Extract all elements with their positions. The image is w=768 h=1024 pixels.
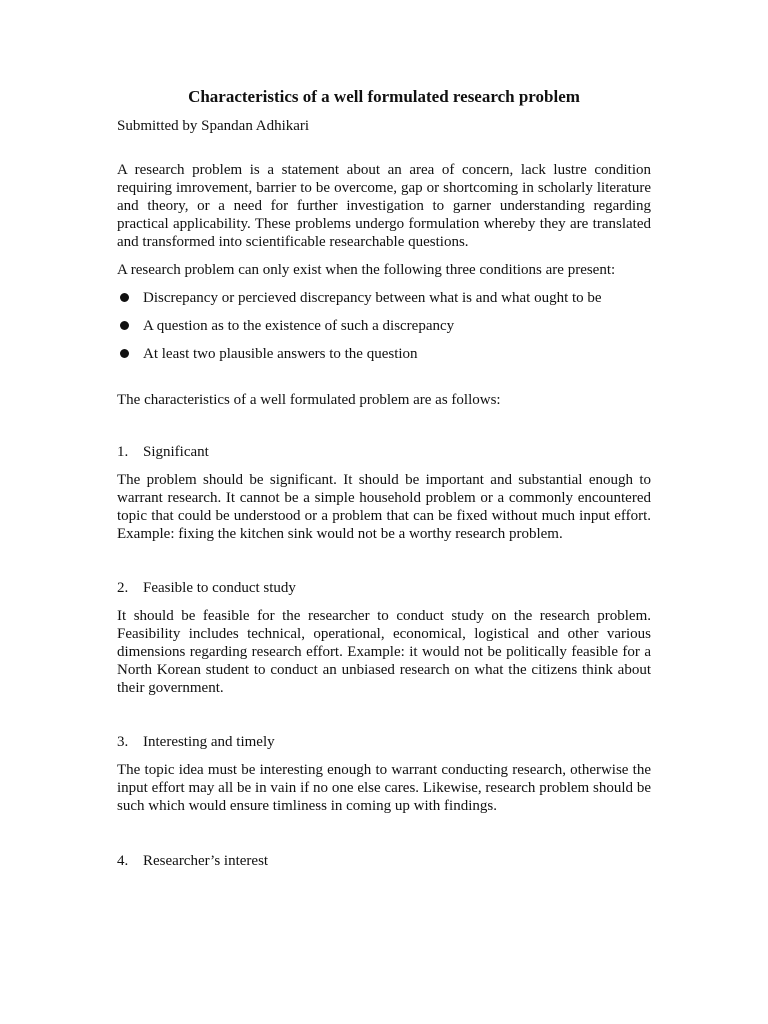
intro-paragraph: A research problem is a statement about an area of concern, lack lustre condition requiring imrovement, barrier to be overcome, gap or shortcoming in scholarly literature and theory, or a need for further investigation to garner understanding regarding practical applicability. These problems undergo formulation whereby they are translated and transformed into scientificable researchable questions. xyxy=(117,162,651,250)
section-number: 4. xyxy=(117,853,129,869)
condition-text: A question as to the existence of such a discrepancy xyxy=(143,318,455,334)
author-line: Submitted by Spandan Adhikari xyxy=(117,118,310,134)
section-heading xyxy=(117,443,651,461)
section-number: 3. xyxy=(117,734,129,750)
section-title: Significant xyxy=(143,444,209,460)
characteristics-lead: The characteristics of a well formulated problem are as follows: xyxy=(117,392,501,408)
section-body: The topic idea must be interesting enough to warrant conducting research, otherwise the input effort may all be in vain if no one else cares. Likewise, research problem should be such which would ensure timliness in coming up with findings. xyxy=(117,762,651,814)
section-body: The problem should be significant. It should be important and substantial enough to warrant research. It cannot be a simple household problem or a commonly encountered topic that could be understood or a problem that can be fixed without much input effort. Example: fixing the kitchen sink would not be a worthy research problem. xyxy=(117,472,651,542)
list-item xyxy=(117,345,651,363)
section-body: It should be feasible for the researcher to conduct study on the research problem. Feasibility includes technical, operational, economical, logistical and other various dimensions regarding research effort. Example: it would not be politically feasible for a North Korean student to conduct an unbiased research on what the citizens think about their government. xyxy=(117,608,651,696)
section-heading xyxy=(117,852,651,870)
document-title: Characteristics of a well formulated research problem xyxy=(188,87,580,106)
list-item xyxy=(117,289,651,307)
conditions-lead: A research problem can only exist when the following three conditions are present: xyxy=(117,262,616,278)
bullet-icon xyxy=(120,321,129,330)
bullet-icon xyxy=(120,349,129,358)
section-heading xyxy=(117,733,651,751)
conditions-list xyxy=(117,289,651,363)
list-item xyxy=(117,317,651,335)
bullet-icon xyxy=(120,293,129,302)
section-title: Feasible to conduct study xyxy=(143,580,296,596)
section-interesting xyxy=(117,733,651,815)
section-significant xyxy=(117,443,651,543)
condition-text: Discrepancy or percieved discrepancy between what is and what ought to be xyxy=(143,290,602,306)
section-feasible xyxy=(117,579,651,697)
section-number: 2. xyxy=(117,580,129,596)
section-heading xyxy=(117,579,651,597)
section-title: Interesting and timely xyxy=(143,734,275,750)
condition-text: At least two plausible answers to the question xyxy=(143,346,418,362)
section-title: Researcher’s interest xyxy=(143,853,269,869)
section-researcher-interest xyxy=(117,852,651,870)
section-number: 1. xyxy=(117,444,129,460)
